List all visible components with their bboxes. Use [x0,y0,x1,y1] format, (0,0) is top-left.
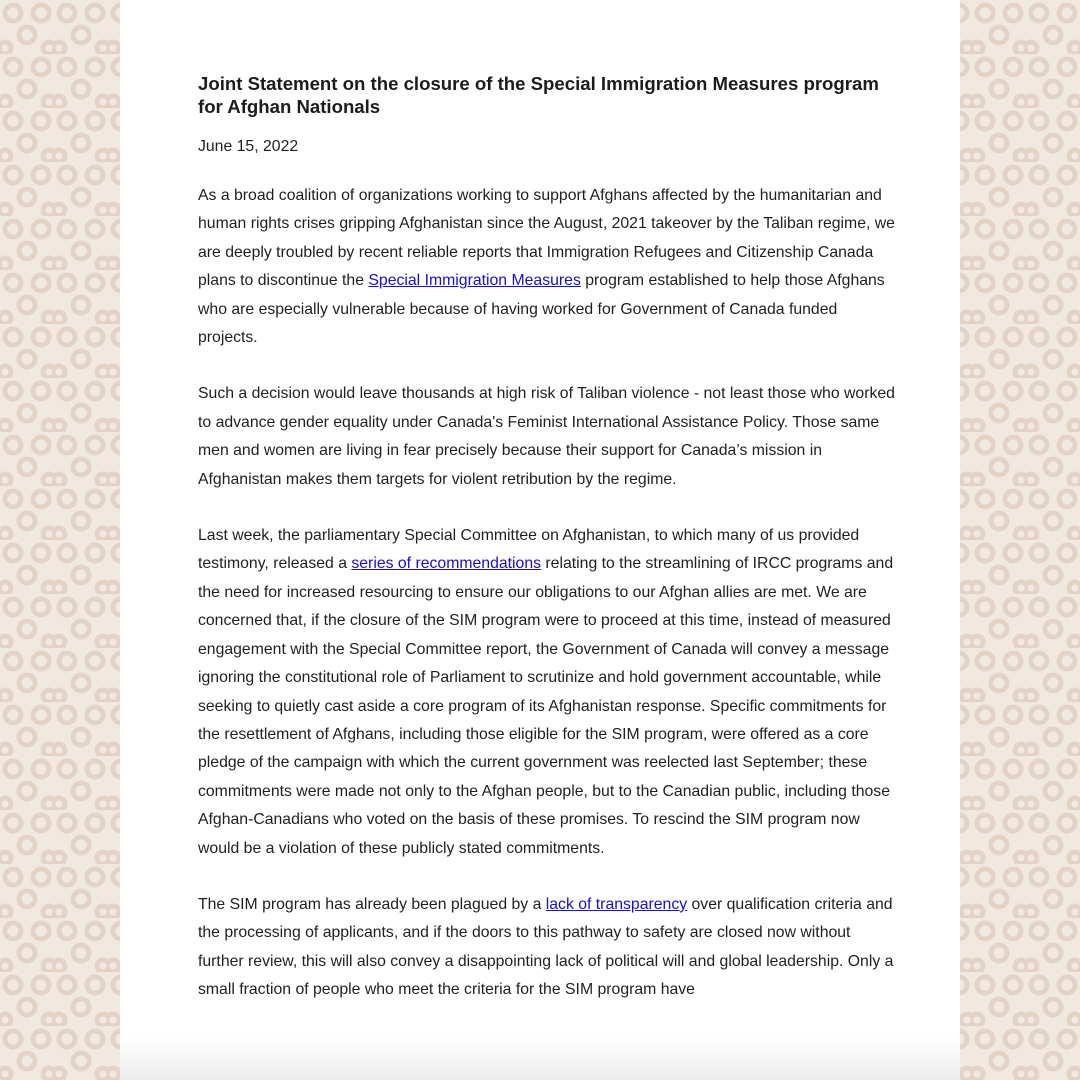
lack-of-transparency-link[interactable]: lack of transparency [545,895,688,913]
paragraph-1 [198,182,900,352]
paragraph-4-text-after: over qualification criteria and the processing of applicants, and if the doors to this pathway to safety are closed now without further review, this will also convey a disappointing lack of political will and global leadership. Only a small fraction of people who meet the criteria for the SIM program have [198,895,894,999]
special-immigration-measures-link[interactable]: Special Immigration Measures [368,272,581,290]
series-of-recommendations-link[interactable]: series of recommendations [351,555,542,573]
document-date: June 15, 2022 [198,138,299,155]
paragraph-1-text-after: program established to help those Afghans who are especially vulnerable because of having worked for Government of Canada funded projects. [198,272,885,347]
paragraph-4 [198,891,900,1005]
paragraph-2: Such a decision would leave thousands at high risk of Taliban violence - not least those who worked to advance gender equality under Canada's Feminist International Assistance Policy. Those same men and women are living in fear precisely because their support for Canada’s mission in Afghanistan makes them targets for violent retribution by the regime. [198,385,895,488]
paragraph-3 [198,522,900,863]
document-title: Joint Statement on the closure of the Special Immigration Measures program for Afghan Nationals [198,73,879,117]
paragraph-3-text-before: Last week, the parliamentary Special Committee on Afghanistan, to which many of us provided testimony, released a [198,527,860,573]
paragraph-4-text-before: The SIM program has already been plagued by a [198,895,546,913]
document-page [120,0,960,1080]
paragraph-1-text-before: As a broad coalition of organizations working to support Afghans affected by the humanitarian and human rights crises gripping Afghanistan since the August, 2021 takeover by the Taliban regime, we are deeply troubled by recent reliable reports that Immigration Refugees and Citizenship Canada plans to discontinue the [198,187,895,290]
paragraph-3-text-after: relating to the streamlining of IRCC programs and the need for increased resourcing to ensure our obligations to our Afghan allies are met. We are concerned that, if the closure of the SIM program were to proceed at this time, instead of measured engagement with the Special Committee report, the Government of Canada will convey a message ignoring the constitutional role of Parliament to scrutinize and hold government accountable, while seeking to quietly cast aside a core program of its Afghanistan response. Specific commitments for the resettlement of Afghans, including those eligible for the SIM program, were offered as a core pledge of the campaign with which the current government was reelected last September; these commitments were made not only to the Afghan people, but to the Canadian public, including those Afghan-Canadians who voted on the basis of these promises. To rescind the SIM program now would be a violation of these publicly stated commitments. [198,555,894,857]
